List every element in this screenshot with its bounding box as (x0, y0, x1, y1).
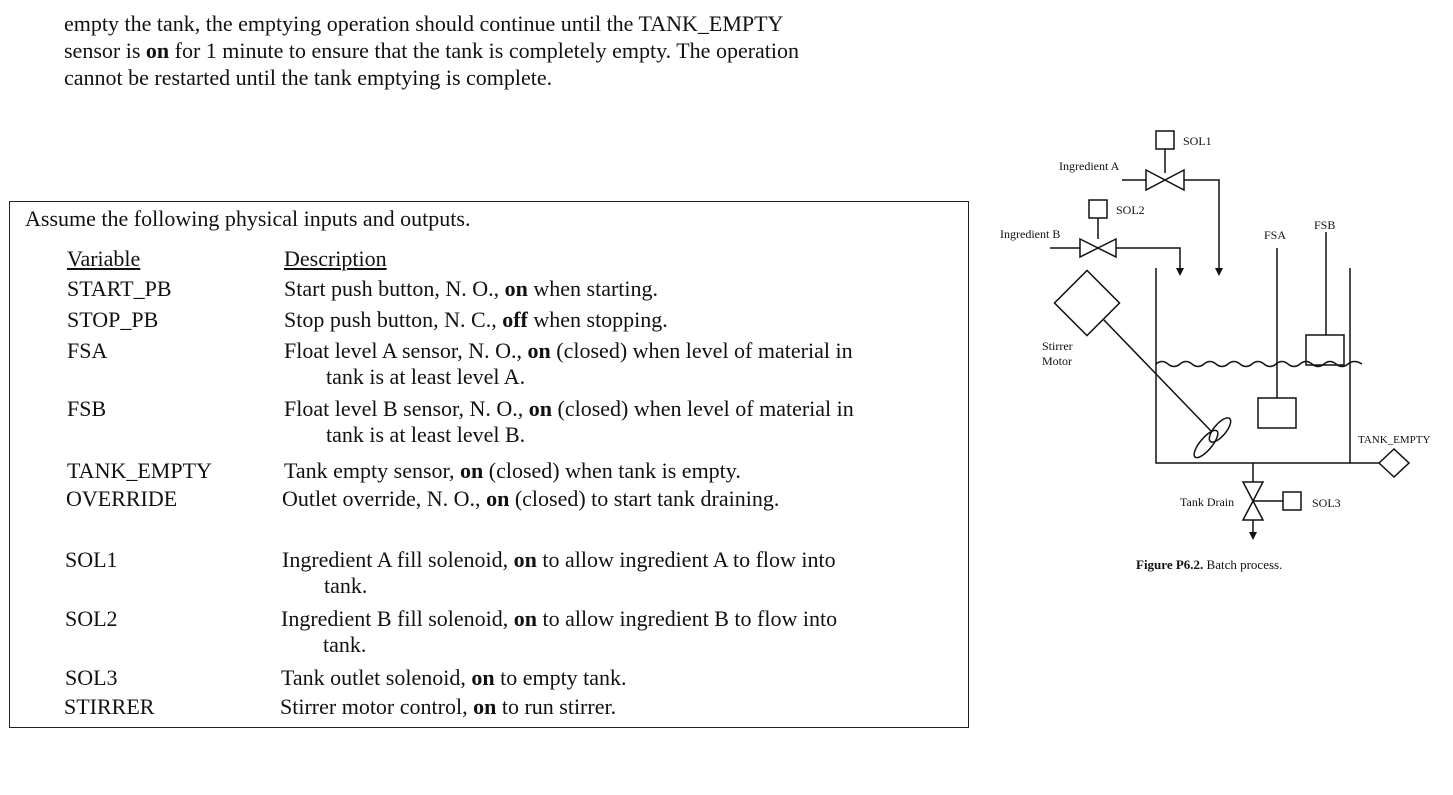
description-text-end: to allow ingredient B to flow into (537, 606, 838, 631)
description-text-end: when stopping. (527, 307, 668, 332)
variable-description (284, 276, 914, 302)
sol2-label: SOL2 (1116, 203, 1145, 217)
fsb-float (1306, 335, 1344, 365)
description-state-keyword: on (513, 547, 537, 572)
variable-name: STIRRER (64, 694, 155, 719)
intro-line-2-start: sensor is (64, 38, 146, 63)
drain-valve-top (1243, 482, 1263, 501)
intro-line-2-end: for 1 minute to ensure that the tank is completely empty. The operation (169, 38, 800, 63)
stirrer-label-line-2: Motor (1042, 354, 1072, 368)
sol3-box (1283, 492, 1301, 510)
ingredient-b-flow-arrow (1176, 268, 1184, 276)
batch-process-figure (990, 120, 1450, 590)
intro-line-1: empty the tank, the emptying operation should continue until the TANK_EMPTY (64, 11, 784, 36)
description-state-keyword: on (504, 276, 528, 301)
ingredient-b-label: Ingredient B (1000, 227, 1061, 241)
variable-description (284, 307, 914, 333)
variable-column-header: Variable (67, 246, 141, 271)
io-variable-table (9, 201, 969, 728)
fsa-float (1258, 398, 1296, 428)
variable-name: SOL1 (65, 547, 118, 572)
sol2-box (1089, 200, 1107, 218)
variable-name: TANK_EMPTY (67, 458, 212, 483)
stirrer-impeller-lower (1190, 427, 1221, 461)
fsa-label: FSA (1264, 228, 1287, 242)
description-column-header: Description (284, 246, 387, 271)
description-text: Tank empty sensor, (284, 458, 460, 483)
io-table-heading: Assume the following physical inputs and outputs. (25, 206, 471, 231)
description-text: Outlet override, N. O., (282, 486, 487, 511)
intro-paragraph (64, 10, 864, 91)
variable-name: SOL2 (65, 606, 118, 631)
description-continuation: tank. (323, 632, 367, 657)
tank-drain-label: Tank Drain (1180, 495, 1235, 509)
description-state-keyword: on (528, 396, 553, 421)
ingredient-b-outlet-pipe (1116, 248, 1180, 270)
description-text-end: to empty tank. (494, 665, 627, 690)
description-text: Ingredient A fill solenoid, (282, 547, 514, 572)
ingredient-b-valve-left (1080, 239, 1098, 257)
stirrer-shaft (1103, 319, 1212, 432)
variable-description (284, 396, 914, 448)
description-text: Start push button, N. O., (284, 276, 505, 301)
figure-caption (1136, 557, 1282, 572)
variable-name: START_PB (67, 276, 172, 301)
ingredient-a-outlet-pipe (1184, 180, 1219, 270)
description-text-end: (closed) when level of material in (550, 338, 853, 363)
figure-caption-text: Batch process. (1203, 557, 1283, 572)
description-text-end: (closed) when level of material in (552, 396, 854, 421)
tank-empty-label: TANK_EMPTY (1358, 434, 1431, 446)
sol1-label: SOL1 (1183, 134, 1212, 148)
variable-description (281, 606, 911, 658)
sol3-label: SOL3 (1312, 496, 1341, 510)
variable-name: SOL3 (65, 665, 118, 690)
variable-name: FSB (67, 396, 107, 421)
description-continuation: tank. (324, 573, 368, 598)
variable-description (282, 547, 912, 599)
stirrer-label-line-1: Stirrer (1042, 339, 1073, 353)
variable-description (284, 458, 914, 484)
description-text: Ingredient B fill solenoid, (281, 606, 514, 631)
description-state-keyword: on (471, 665, 495, 690)
drain-valve-bottom (1243, 501, 1263, 520)
ingredient-a-valve-left (1146, 170, 1165, 190)
description-state-keyword: on (473, 694, 497, 719)
description-continuation: tank is at least level A. (326, 364, 526, 389)
ingredient-a-flow-arrow (1215, 268, 1223, 276)
intro-line-3: cannot be restarted until the tank emptying is complete. (64, 65, 553, 90)
variable-description (282, 486, 912, 512)
description-text: Float level B sensor, N. O., (284, 396, 529, 421)
description-state-keyword: on (527, 338, 551, 363)
variable-description (284, 338, 914, 390)
intro-line-2-bold: on (145, 38, 170, 63)
variable-description (280, 694, 910, 720)
ingredient-b-valve-right (1098, 239, 1116, 257)
figure-caption-number: Figure P6.2. (1136, 557, 1204, 572)
description-text-end: (closed) when tank is empty. (483, 458, 741, 483)
description-continuation: tank is at least level B. (326, 422, 526, 447)
variable-name: FSA (67, 338, 108, 363)
description-text-end: to run stirrer. (496, 694, 617, 719)
variable-name: STOP_PB (67, 307, 159, 332)
description-text: Float level A sensor, N. O., (284, 338, 528, 363)
tank-empty-sensor (1379, 449, 1409, 477)
ingredient-a-label: Ingredient A (1059, 159, 1120, 173)
description-state-keyword: off (502, 307, 528, 332)
fsb-label: FSB (1314, 218, 1336, 232)
drain-flow-arrow (1249, 532, 1257, 540)
description-text: Stop push button, N. C., (284, 307, 503, 332)
variable-description (281, 665, 911, 691)
variable-name: OVERRIDE (66, 486, 178, 511)
description-state-keyword: on (513, 606, 538, 631)
description-text-end: to allow ingredient A to flow into (536, 547, 836, 572)
description-text: Tank outlet solenoid, (281, 665, 472, 690)
sol1-box (1156, 131, 1174, 149)
ingredient-a-valve-right (1165, 170, 1184, 190)
description-text: Stirrer motor control, (280, 694, 474, 719)
batch-process-diagram (990, 120, 1450, 590)
description-text-end: when starting. (527, 276, 659, 301)
description-state-keyword: on (460, 458, 484, 483)
description-state-keyword: on (486, 486, 510, 511)
description-text-end: (closed) to start tank draining. (509, 486, 780, 511)
